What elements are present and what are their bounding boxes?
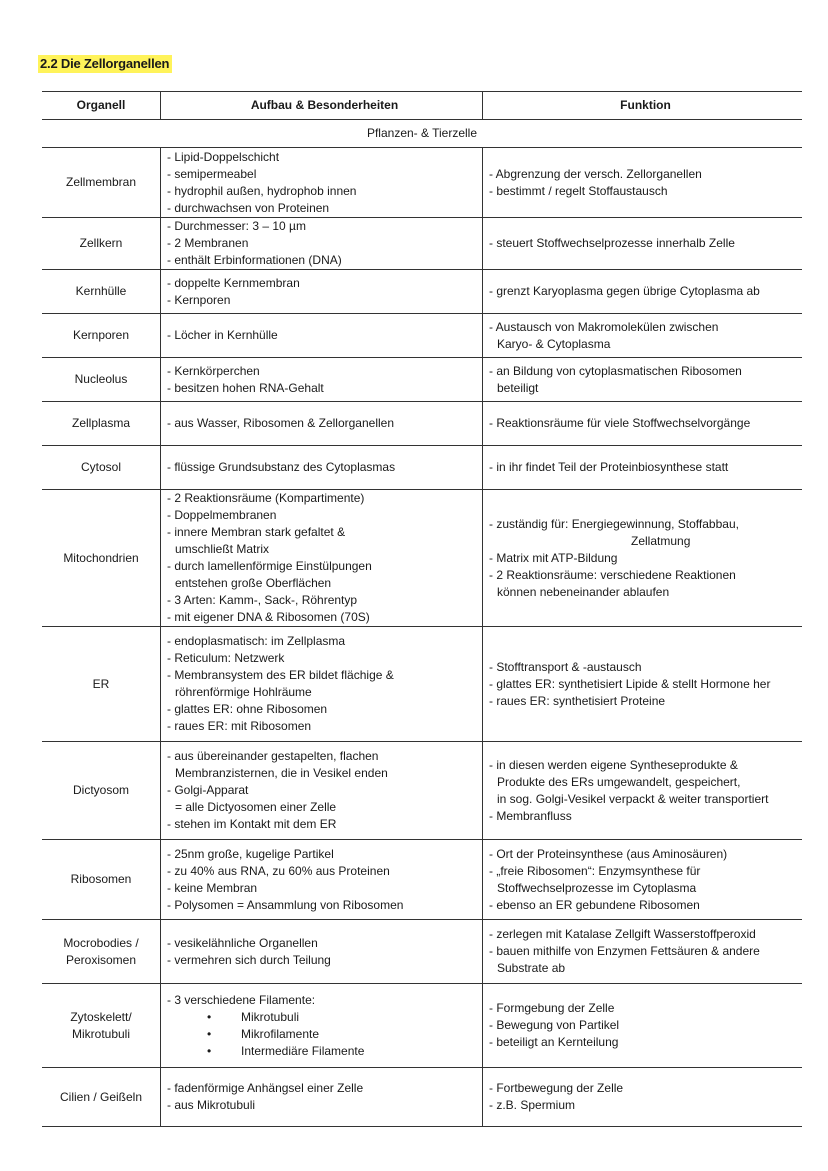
organell-name: Nucleolus bbox=[74, 372, 128, 386]
table-row bbox=[42, 984, 802, 1068]
funktion-line: können nebeneinander ablaufen bbox=[497, 584, 670, 599]
table-row bbox=[42, 446, 802, 490]
funktion-line: - bauen mithilfe von Enzymen Fettsäuren & andere bbox=[489, 944, 760, 958]
aufbau-line: - keine Membran bbox=[167, 880, 258, 895]
aufbau-line: - enthält Erbinformationen (DNA) bbox=[167, 253, 342, 267]
organell-name: Cilien / Geißeln bbox=[59, 1089, 143, 1104]
funktion-line: - grenzt Karyoplasma gegen übrige Cytoplasma ab bbox=[489, 284, 760, 298]
table-row bbox=[42, 270, 802, 314]
bullet-icon: • bbox=[207, 1009, 212, 1024]
aufbau-bullet bbox=[167, 1043, 482, 1060]
funktion-line: beteiligt bbox=[497, 380, 539, 395]
funktion-line: - beteiligt an Kernteilung bbox=[489, 1035, 619, 1049]
funktion-line: - ebenso an ER gebundene Ribosomen bbox=[489, 897, 700, 912]
organell-name: Kernporen bbox=[72, 328, 130, 342]
organell-name: Kernhülle bbox=[75, 284, 127, 298]
funktion-line: - Fortbewegung der Zelle bbox=[489, 1081, 624, 1095]
funktion-line: - Austausch von Makromolekülen zwischen bbox=[489, 319, 719, 334]
aufbau-line: umschließt Matrix bbox=[175, 542, 270, 556]
organell-name: Mitochondrien bbox=[63, 550, 139, 565]
aufbau-line: = alle Dictyosomen einer Zelle bbox=[175, 800, 337, 814]
funktion-line: - z.B. Spermium bbox=[489, 1098, 576, 1112]
organell-name: Zellplasma bbox=[71, 416, 131, 430]
aufbau-line: - innere Membran stark gefaltet & bbox=[167, 525, 346, 539]
funktion-line: - Reaktionsräume für viele Stoffwechselvorgänge bbox=[489, 416, 751, 430]
aufbau-line: - 3 Arten: Kamm-, Sack-, Röhrentyp bbox=[167, 593, 358, 607]
funktion-line: - Membranfluss bbox=[489, 808, 572, 823]
aufbau-line: - semipermeabel bbox=[167, 166, 257, 181]
aufbau-line: - hydrophil außen, hydrophob innen bbox=[167, 183, 357, 198]
funktion-line: - an Bildung von cytoplasmatischen Ribosomen bbox=[489, 363, 742, 378]
aufbau-line: - vesikelähnliche Organellen bbox=[167, 935, 318, 950]
aufbau-line: - Golgi-Apparat bbox=[167, 783, 249, 797]
aufbau-line: - doppelte Kernmembran bbox=[167, 275, 300, 290]
funktion-line: - bestimmt / regelt Stoffaustausch bbox=[489, 183, 668, 198]
section-label: Pflanzen- & Tierzelle bbox=[42, 120, 802, 148]
table-row bbox=[42, 218, 802, 270]
header-aufbau: Aufbau & Besonderheiten bbox=[161, 92, 483, 120]
aufbau-line: - durchwachsen von Proteinen bbox=[167, 200, 330, 215]
aufbau-line: - glattes ER: ohne Ribosomen bbox=[167, 702, 328, 716]
funktion-line: - zerlegen mit Katalase Zellgift Wasserstoffperoxid bbox=[489, 927, 756, 941]
funktion-line: Produkte des ERs umgewandelt, gespeichert, bbox=[497, 774, 741, 789]
header-organell: Organell bbox=[42, 92, 161, 120]
funktion-line: - Ort der Proteinsynthese (aus Aminosäuren) bbox=[489, 846, 728, 861]
aufbau-line: - aus übereinander gestapelten, flachen bbox=[167, 749, 379, 763]
aufbau-bullet bbox=[167, 1009, 482, 1026]
table-row bbox=[42, 148, 802, 218]
aufbau-line: entstehen große Oberflächen bbox=[175, 576, 332, 590]
aufbau-line: - vermehren sich durch Teilung bbox=[167, 952, 331, 967]
funktion-line: - raues ER: synthetisiert Proteine bbox=[489, 693, 666, 708]
organell-name: Zytoskelett/ bbox=[70, 1009, 132, 1024]
aufbau-line: - stehen im Kontakt mit dem ER bbox=[167, 817, 337, 831]
funktion-line: - Bewegung von Partikel bbox=[489, 1018, 620, 1032]
organell-name: Zellkern bbox=[79, 236, 123, 250]
table-row bbox=[42, 490, 802, 627]
funktion-line: - Abgrenzung der versch. Zellorganellen bbox=[489, 166, 702, 181]
funktion-line: - Formgebung der Zelle bbox=[489, 1001, 615, 1015]
aufbau-line: - endoplasmatisch: im Zellplasma bbox=[167, 634, 346, 648]
aufbau-line: - aus Mikrotubuli bbox=[167, 1098, 256, 1112]
organell-name: Ribosomen bbox=[70, 872, 132, 886]
page-title: 2.2 Die Zellorganellen bbox=[38, 55, 172, 73]
organell-name: Dictyosom bbox=[72, 783, 129, 797]
aufbau-line: - Membransystem des ER bildet flächige & bbox=[167, 668, 394, 682]
aufbau-line: - 25nm große, kugelige Partikel bbox=[167, 846, 334, 861]
funktion-line: - in diesen werden eigene Syntheseprodukte & bbox=[489, 757, 738, 772]
aufbau-line: - Lipid-Doppelschicht bbox=[167, 149, 280, 164]
table-row bbox=[42, 358, 802, 402]
table-row bbox=[42, 1068, 802, 1127]
organell-name: Zellmembran bbox=[65, 175, 137, 189]
organelle-table bbox=[42, 91, 802, 1127]
funktion-line: - „freie Ribosomen“: Enzymsynthese für bbox=[489, 863, 701, 878]
aufbau-line: - zu 40% aus RNA, zu 60% aus Proteinen bbox=[167, 863, 390, 878]
table-row bbox=[42, 627, 802, 742]
organell-name: ER bbox=[92, 676, 110, 691]
aufbau-line: - aus Wasser, Ribosomen & Zellorganellen bbox=[167, 416, 394, 430]
table-row bbox=[42, 314, 802, 358]
aufbau-line: röhrenförmige Hohlräume bbox=[175, 685, 312, 699]
funktion-line: - glattes ER: synthetisiert Lipide & stellt Hormone her bbox=[489, 676, 771, 691]
funktion-line: - 2 Reaktionsräume: verschiedene Reaktionen bbox=[489, 567, 736, 582]
funktion-line: Stoffwechselprozesse im Cytoplasma bbox=[497, 880, 697, 895]
funktion-line: Karyo- & Cytoplasma bbox=[497, 336, 611, 351]
organell-name: Cytosol bbox=[80, 460, 121, 474]
organell-name: Mikrotubuli bbox=[71, 1026, 131, 1041]
aufbau-line: - besitzen hohen RNA-Gehalt bbox=[167, 380, 324, 395]
funktion-line: Zellatmung bbox=[631, 533, 691, 548]
funktion-line: - steuert Stoffwechselprozesse innerhalb Zelle bbox=[489, 236, 735, 250]
aufbau-line: - durch lamellenförmige Einstülpungen bbox=[167, 559, 372, 573]
table-row bbox=[42, 402, 802, 446]
aufbau-line: - 2 Membranen bbox=[167, 236, 249, 250]
table-row bbox=[42, 920, 802, 984]
bullet-text: Mikrofilamente bbox=[241, 1026, 320, 1041]
funktion-line: in sog. Golgi-Vesikel verpackt & weiter transportiert bbox=[497, 791, 769, 806]
aufbau-line: Membranzisternen, die in Vesikel enden bbox=[175, 766, 388, 780]
bullet-icon: • bbox=[207, 1043, 212, 1058]
bullet-text: Mikrotubuli bbox=[241, 1009, 300, 1024]
aufbau-line: - Durchmesser: 3 – 10 µm bbox=[167, 219, 306, 233]
funktion-line: - zuständig für: Energiegewinnung, Stoffabbau, bbox=[489, 516, 739, 531]
section-row bbox=[42, 120, 802, 148]
aufbau-line: - 2 Reaktionsräume (Kompartimente) bbox=[167, 491, 365, 505]
aufbau-line: - Kernporen bbox=[167, 292, 231, 307]
aufbau-line: - fadenförmige Anhängsel einer Zelle bbox=[167, 1081, 364, 1095]
organell-name: Mocrobodies / bbox=[63, 935, 139, 950]
aufbau-line: - raues ER: mit Ribosomen bbox=[167, 719, 312, 733]
funktion-line: - Stofftransport & -austausch bbox=[489, 659, 642, 674]
organell-name: Peroxisomen bbox=[65, 952, 137, 967]
aufbau-line: - Doppelmembranen bbox=[167, 508, 277, 522]
funktion-line: Substrate ab bbox=[497, 961, 566, 975]
aufbau-line: - Reticulum: Netzwerk bbox=[167, 651, 285, 665]
aufbau-bullet bbox=[167, 1026, 482, 1043]
aufbau-line: - Polysomen = Ansammlung von Ribosomen bbox=[167, 897, 404, 912]
aufbau-line: - 3 verschiedene Filamente: bbox=[167, 992, 316, 1007]
aufbau-line: - mit eigener DNA & Ribosomen (70S) bbox=[167, 610, 370, 624]
aufbau-line: - flüssige Grundsubstanz des Cytoplasmas bbox=[167, 460, 396, 474]
aufbau-line: - Löcher in Kernhülle bbox=[167, 328, 278, 342]
header-funktion: Funktion bbox=[483, 92, 803, 120]
table-row bbox=[42, 742, 802, 840]
aufbau-line: - Kernkörperchen bbox=[167, 363, 260, 378]
section-heading bbox=[38, 55, 172, 73]
funktion-line: - Matrix mit ATP-Bildung bbox=[489, 550, 618, 565]
table-header-row bbox=[42, 92, 802, 120]
table-row bbox=[42, 840, 802, 920]
bullet-text: Intermediäre Filamente bbox=[241, 1043, 365, 1058]
funktion-line: - in ihr findet Teil der Proteinbiosynthese statt bbox=[489, 460, 729, 474]
bullet-icon: • bbox=[207, 1026, 212, 1041]
